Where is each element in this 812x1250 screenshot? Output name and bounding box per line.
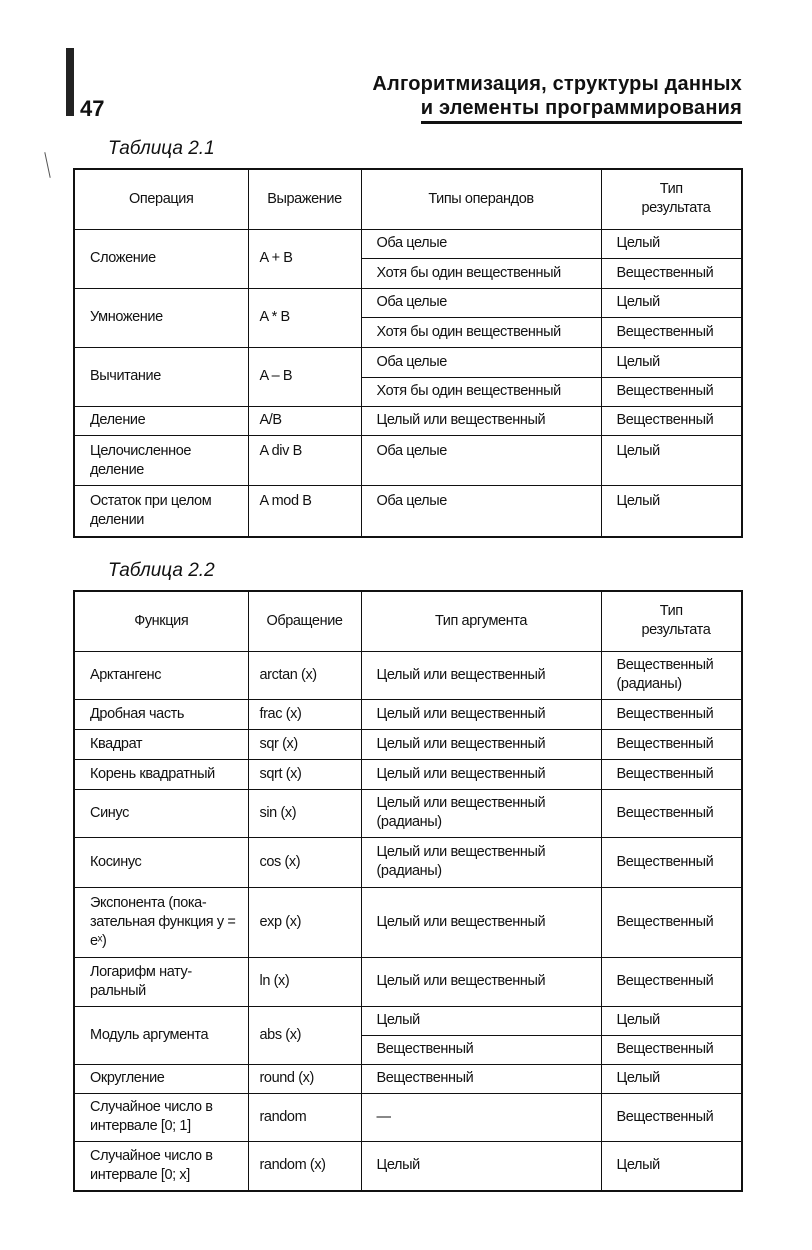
- cell-arg-type: Оба целые: [361, 229, 601, 258]
- cell-expression: A div B: [248, 435, 361, 485]
- cell-name: Модуль аргумента: [74, 1006, 248, 1064]
- cell-arg-type: Хотя бы один вещественный: [361, 317, 601, 347]
- cell-arg-type: —: [361, 1093, 601, 1141]
- table-row: [74, 837, 742, 887]
- running-header: [372, 72, 742, 124]
- table-row: [74, 1064, 742, 1093]
- column-header: Тип аргумента: [361, 591, 601, 651]
- page-edge-mark: [66, 48, 74, 116]
- cell-name: Синус: [74, 789, 248, 837]
- page-number: 47: [80, 96, 105, 121]
- column-header: Тип результата: [601, 169, 742, 229]
- cell-arg-type: Целый или вещественный: [361, 406, 601, 435]
- cell-result-type: Целый: [601, 1141, 742, 1191]
- cell-result-type: Целый: [601, 485, 742, 537]
- cell-name: Арктангенс: [74, 651, 248, 699]
- cell-arg-type: Хотя бы один вещественный: [361, 377, 601, 406]
- cell-result-type: Вещественный: [601, 759, 742, 789]
- cell-arg-type: Целый или вещественный (радианы): [361, 837, 601, 887]
- table-row: [74, 229, 742, 258]
- table-row: [74, 729, 742, 759]
- table-row: [74, 1141, 742, 1191]
- cell-arg-type: Целый или вещественный: [361, 699, 601, 729]
- cell-expression: A mod B: [248, 485, 361, 537]
- table-row: [74, 485, 742, 537]
- cell-arg-type: Целый или вещественный: [361, 651, 601, 699]
- scan-mark: [44, 152, 50, 178]
- cell-arg-type: Оба целые: [361, 347, 601, 377]
- cell-result-type: Вещественный: [601, 406, 742, 435]
- cell-expression: frac (x): [248, 699, 361, 729]
- cell-result-type: Целый: [601, 1006, 742, 1035]
- cell-arg-type: Оба целые: [361, 435, 601, 485]
- cell-result-type: Вещественный: [601, 837, 742, 887]
- cell-result-type: Целый: [601, 347, 742, 377]
- cell-name: Дробная часть: [74, 699, 248, 729]
- header-row: [74, 169, 742, 229]
- table-row: [74, 435, 742, 485]
- cell-name: Корень квадратный: [74, 759, 248, 789]
- column-header: Выражение: [248, 169, 361, 229]
- cell-name: Экспонента (пока-зательная функция y = eˣ): [74, 887, 248, 957]
- column-header: Обращение: [248, 591, 361, 651]
- cell-name: Умножение: [74, 288, 248, 347]
- cell-result-type: Вещественный: [601, 258, 742, 288]
- cell-arg-type: Оба целые: [361, 288, 601, 317]
- cell-expression: round (x): [248, 1064, 361, 1093]
- cell-arg-type: Целый: [361, 1006, 601, 1035]
- table-row: [74, 406, 742, 435]
- cell-result-type: Целый: [601, 288, 742, 317]
- cell-result-type: Вещественный: [601, 377, 742, 406]
- cell-result-type: Вещественный: [601, 957, 742, 1006]
- cell-expression: sqrt (x): [248, 759, 361, 789]
- table1-caption: Таблица 2.1: [108, 138, 215, 159]
- cell-name: Округление: [74, 1064, 248, 1093]
- cell-arg-type: Оба целые: [361, 485, 601, 537]
- cell-expression: A/B: [248, 406, 361, 435]
- running-header-line2: и элементы программирования: [421, 96, 742, 124]
- table2-caption: Таблица 2.2: [108, 560, 215, 581]
- cell-expression: abs (x): [248, 1006, 361, 1064]
- cell-arg-type: Вещественный: [361, 1064, 601, 1093]
- cell-name: Квадрат: [74, 729, 248, 759]
- cell-expression: sin (x): [248, 789, 361, 837]
- cell-result-type: Вещественный: [601, 887, 742, 957]
- cell-name: Случайное число в интервале [0; 1]: [74, 1093, 248, 1141]
- cell-arg-type: Хотя бы один вещественный: [361, 258, 601, 288]
- table-row: [74, 887, 742, 957]
- cell-expression: A * B: [248, 288, 361, 347]
- cell-arg-type: Целый или вещественный (радианы): [361, 789, 601, 837]
- cell-result-type: Вещественный: [601, 729, 742, 759]
- cell-expression: random: [248, 1093, 361, 1141]
- cell-arg-type: Целый или вещественный: [361, 957, 601, 1006]
- cell-result-type: Целый: [601, 229, 742, 258]
- cell-name: Логарифм нату-ральный: [74, 957, 248, 1006]
- cell-name: Остаток при целом делении: [74, 485, 248, 537]
- cell-name: Сложение: [74, 229, 248, 288]
- header-row: [74, 591, 742, 651]
- column-header: Тип результата: [601, 591, 742, 651]
- cell-result-type: Вещественный: [601, 317, 742, 347]
- table-functions: [73, 590, 743, 1192]
- cell-name: Вычитание: [74, 347, 248, 406]
- cell-name: Случайное число в интервале [0; x]: [74, 1141, 248, 1191]
- cell-expression: cos (x): [248, 837, 361, 887]
- cell-arg-type: Целый или вещественный: [361, 759, 601, 789]
- cell-result-type: Вещественный: [601, 699, 742, 729]
- table-row: [74, 347, 742, 377]
- cell-result-type: Целый: [601, 1064, 742, 1093]
- column-header: Типы операндов: [361, 169, 601, 229]
- cell-expression: arctan (x): [248, 651, 361, 699]
- table-row: [74, 759, 742, 789]
- cell-result-type: Целый: [601, 435, 742, 485]
- cell-arg-type: Целый или вещественный: [361, 887, 601, 957]
- running-header-line1: Алгоритмизация, структуры данных: [372, 73, 742, 95]
- table-row: [74, 699, 742, 729]
- table-row: [74, 288, 742, 317]
- table-row: [74, 651, 742, 699]
- table-row: [74, 957, 742, 1006]
- column-header: Функция: [74, 591, 248, 651]
- cell-result-type: Вещественный: [601, 789, 742, 837]
- cell-expression: random (x): [248, 1141, 361, 1191]
- cell-expression: exp (x): [248, 887, 361, 957]
- column-header: Операция: [74, 169, 248, 229]
- cell-name: Деление: [74, 406, 248, 435]
- cell-name: Целочисленное деление: [74, 435, 248, 485]
- table-row: [74, 1093, 742, 1141]
- cell-arg-type: Целый: [361, 1141, 601, 1191]
- cell-arg-type: Вещественный: [361, 1035, 601, 1064]
- table-row: [74, 789, 742, 837]
- cell-expression: A + B: [248, 229, 361, 288]
- cell-result-type: Вещественный: [601, 1093, 742, 1141]
- table-operations: [73, 168, 743, 538]
- table-row: [74, 1006, 742, 1035]
- cell-result-type: Вещественный (радианы): [601, 651, 742, 699]
- cell-result-type: Вещественный: [601, 1035, 742, 1064]
- cell-expression: ln (x): [248, 957, 361, 1006]
- cell-expression: sqr (x): [248, 729, 361, 759]
- cell-name: Косинус: [74, 837, 248, 887]
- cell-expression: A – B: [248, 347, 361, 406]
- cell-arg-type: Целый или вещественный: [361, 729, 601, 759]
